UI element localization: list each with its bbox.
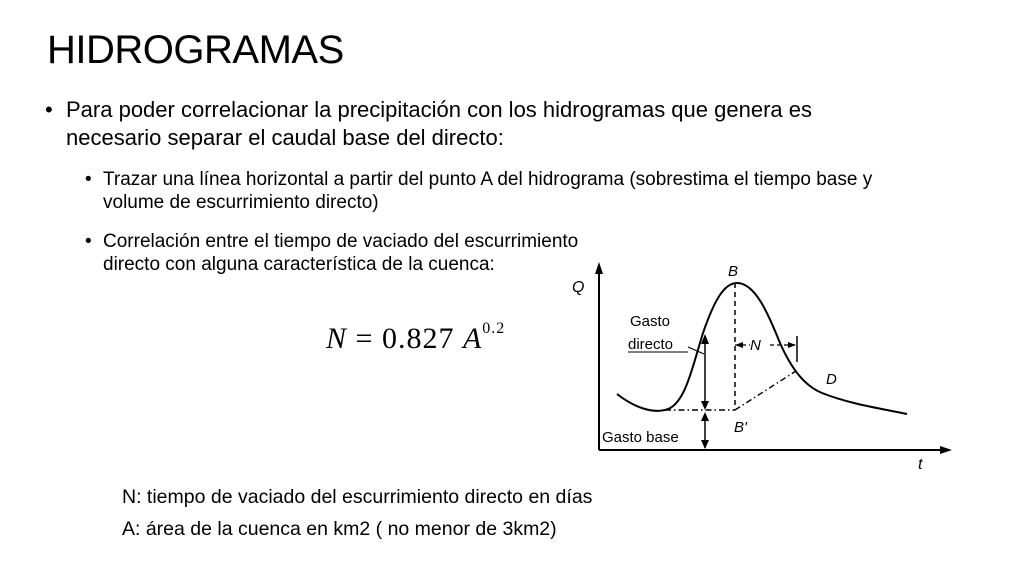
- main-bullet: [45, 96, 905, 152]
- direct-flow-leader: [688, 347, 704, 354]
- formula: [326, 320, 505, 356]
- bullet-dot: •: [45, 97, 53, 122]
- direct-flow-arrow-tail-icon: [701, 401, 709, 410]
- label-n: N: [750, 337, 761, 354]
- base-flow-arrow-head-icon: [701, 412, 709, 421]
- label-b: B: [728, 263, 739, 280]
- label-gasto-base: Gasto base: [602, 429, 679, 446]
- formula-base: A: [462, 322, 483, 355]
- n-arrow-right-icon: [788, 342, 796, 348]
- label-d: D: [826, 371, 837, 388]
- sub-bullet-1-text: Trazar una línea horizontal a partir del punto A del hidrograma (sobrestima el tiempo base y volume de escurrimiento directo): [103, 169, 873, 213]
- x-axis-label: t: [918, 456, 923, 473]
- definition-n: N: tiempo de vaciado del escurrimiento directo en días: [122, 486, 593, 508]
- formula-exponent: 0.2: [482, 320, 506, 337]
- y-axis-arrow-icon: [595, 262, 603, 274]
- label-b-prime: B': [734, 419, 747, 436]
- sub-bullet-2-text: Correlación entre el tiempo de vaciado del escurrimiento directo con alguna característica de la cuenca:: [103, 231, 579, 275]
- y-axis-label: Q: [572, 279, 585, 296]
- label-directo: directo: [628, 336, 674, 353]
- base-flow-rising-line: [735, 371, 796, 410]
- hydrograph-figure: [560, 258, 960, 476]
- slide-title: HIDROGRAMAS: [47, 28, 344, 72]
- main-bullet-text: Para poder correlacionar la precipitación con los hidrogramas que genera es necesario separar el caudal base del directo:: [66, 97, 812, 150]
- sub-bullet-1: [85, 168, 915, 214]
- x-axis-arrow-icon: [940, 446, 952, 454]
- formula-lhs: N: [326, 322, 348, 355]
- definition-a: A: área de la cuenca en km2 ( no menor de 3km2): [122, 518, 557, 540]
- bullet-dot: •: [85, 169, 92, 190]
- base-flow-arrow-tail-icon: [701, 440, 709, 449]
- bullet-dot: •: [85, 231, 92, 252]
- formula-coefficient: 0.827: [381, 322, 455, 355]
- formula-equals: =: [355, 322, 374, 355]
- n-arrow-left-icon: [735, 342, 743, 348]
- label-gasto: Gasto: [630, 313, 671, 330]
